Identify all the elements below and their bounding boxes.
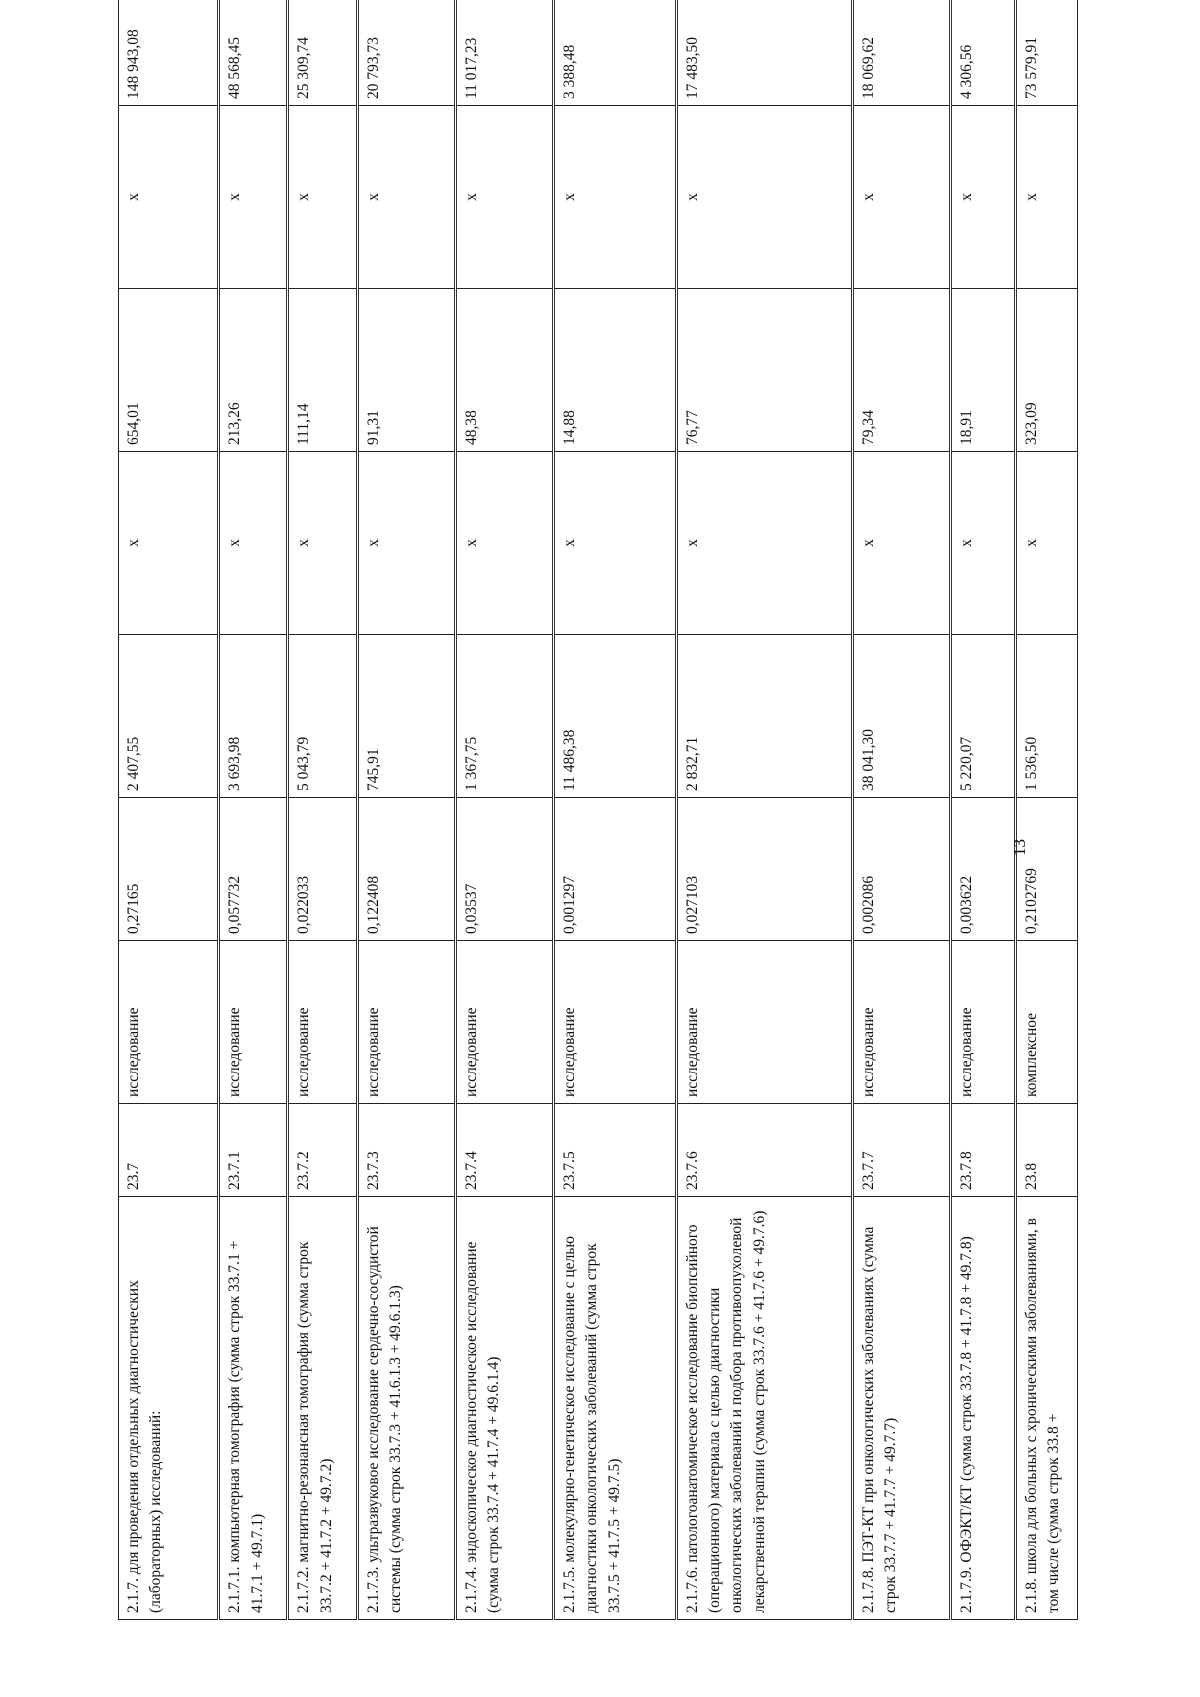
row-x2-cell: x [357, 106, 455, 289]
row-x2-cell: x [219, 106, 288, 289]
row-name-cell: 2.1.7.2. магнитно-резонансная томография (сумма строк 33.7.2 + 41.7.2 + 49.7.2) [288, 1197, 357, 1620]
row-x1-cell: x [852, 452, 950, 635]
row-unit-cell: исследование [119, 941, 219, 1104]
row-x1-cell: x [676, 452, 852, 635]
table-row [288, 0, 357, 1620]
row-total-cell: 73 579,91 [1015, 0, 1078, 106]
row-total-cell: 20 793,73 [357, 0, 455, 106]
row-total-cell: 3 388,48 [553, 0, 676, 106]
row-cost-cell: 1 367,75 [455, 635, 553, 798]
table-row [553, 0, 676, 1620]
table-row [950, 0, 1015, 1620]
row-total-cell: 11 017,23 [455, 0, 553, 106]
rotated-table-container [118, 0, 1078, 1620]
row-code-cell: 23.7.1 [219, 1104, 288, 1197]
row-norm-cell: 0,002086 [852, 798, 950, 941]
row-total-cell: 148 943,08 [119, 0, 219, 106]
row-x1-cell: x [288, 452, 357, 635]
row-cost-cell: 1 536,50 [1015, 635, 1078, 798]
row-per-capita-cell: 76,77 [676, 289, 852, 452]
row-total-cell: 17 483,50 [676, 0, 852, 106]
row-name-cell: 2.1.7.1. компьютерная томография (сумма строк 33.7.1 + 41.7.1 + 49.7.1) [219, 1197, 288, 1620]
row-cost-cell: 11 486,38 [553, 635, 676, 798]
row-cost-cell: 745,91 [357, 635, 455, 798]
row-code-cell: 23.7.8 [950, 1104, 1015, 1197]
row-code-cell: 23.7.6 [676, 1104, 852, 1197]
table-row [1015, 0, 1078, 1620]
row-x2-cell: x [852, 106, 950, 289]
row-unit-cell: исследование [676, 941, 852, 1104]
table-row [455, 0, 553, 1620]
row-code-cell: 23.7.3 [357, 1104, 455, 1197]
tariff-table [118, 0, 1078, 1620]
page-number: 13 [1010, 839, 1029, 856]
row-x2-cell: x [455, 106, 553, 289]
row-name-cell: 2.1.7.3. ультразвуковое исследование сердечно-сосудистой системы (сумма строк 33.7.3 + 41.6.1.3 + 49.6.1.3) [357, 1197, 455, 1620]
row-name-cell: 2.1.7.8. ПЭТ-КТ при онкологических заболеваниях (сумма строк 33.7.7 + 41.7.7 + 49.7.7) [852, 1197, 950, 1620]
row-name-cell: 2.1.7.5. молекулярно-генетическое исследование с целью диагностики онкологических заболеваний (сумма строк 33.7.5 + 41.7.5 + 49.7.5) [553, 1197, 676, 1620]
row-x2-cell: x [288, 106, 357, 289]
row-norm-cell: 0,003622 [950, 798, 1015, 941]
row-cost-cell: 5 220,07 [950, 635, 1015, 798]
row-x1-cell: x [1015, 452, 1078, 635]
row-norm-cell: 0,001297 [553, 798, 676, 941]
table-row [357, 0, 455, 1620]
row-x1-cell: x [950, 452, 1015, 635]
row-total-cell: 4 306,56 [950, 0, 1015, 106]
row-x1-cell: x [455, 452, 553, 635]
table-row [676, 0, 852, 1620]
row-unit-cell: комплексное [1015, 941, 1078, 1104]
table-row [119, 0, 219, 1620]
row-norm-cell: 0,057732 [219, 798, 288, 941]
row-x2-cell: x [553, 106, 676, 289]
row-unit-cell: исследование [852, 941, 950, 1104]
row-name-cell: 2.1.8. школа для больных с хроническими заболеваниями, в том числе (сумма строк 33.8 + [1015, 1197, 1078, 1620]
row-code-cell: 23.8 [1015, 1104, 1078, 1197]
row-per-capita-cell: 654,01 [119, 289, 219, 452]
row-norm-cell: 0,027103 [676, 798, 852, 941]
row-norm-cell: 0,122408 [357, 798, 455, 941]
row-x2-cell: x [676, 106, 852, 289]
row-unit-cell: исследование [219, 941, 288, 1104]
row-x2-cell: x [950, 106, 1015, 289]
row-norm-cell: 0,2102769 [1015, 798, 1078, 941]
row-name-cell: 2.1.7.4. эндоскопическое диагностическое исследование (сумма строк 33.7.4 + 41.7.4 + 49.6.1.4) [455, 1197, 553, 1620]
row-code-cell: 23.7 [119, 1104, 219, 1197]
row-cost-cell: 2 832,71 [676, 635, 852, 798]
row-per-capita-cell: 48,38 [455, 289, 553, 452]
row-total-cell: 25 309,74 [288, 0, 357, 106]
row-x2-cell: x [119, 106, 219, 289]
row-unit-cell: исследование [950, 941, 1015, 1104]
row-per-capita-cell: 14,88 [553, 289, 676, 452]
row-per-capita-cell: 79,34 [852, 289, 950, 452]
row-x1-cell: x [553, 452, 676, 635]
row-per-capita-cell: 91,31 [357, 289, 455, 452]
row-norm-cell: 0,27165 [119, 798, 219, 941]
row-code-cell: 23.7.4 [455, 1104, 553, 1197]
row-per-capita-cell: 213,26 [219, 289, 288, 452]
row-unit-cell: исследование [455, 941, 553, 1104]
row-cost-cell: 2 407,55 [119, 635, 219, 798]
row-cost-cell: 5 043,79 [288, 635, 357, 798]
row-cost-cell: 38 041,30 [852, 635, 950, 798]
row-code-cell: 23.7.5 [553, 1104, 676, 1197]
row-name-cell: 2.1.7. для проведения отдельных диагностических (лабораторных) исследований: [119, 1197, 219, 1620]
row-total-cell: 18 069,62 [852, 0, 950, 106]
row-x2-cell: x [1015, 106, 1078, 289]
row-x1-cell: x [119, 452, 219, 635]
row-x1-cell: x [357, 452, 455, 635]
row-unit-cell: исследование [288, 941, 357, 1104]
row-unit-cell: исследование [357, 941, 455, 1104]
row-cost-cell: 3 693,98 [219, 635, 288, 798]
table-row [219, 0, 288, 1620]
row-per-capita-cell: 323,09 [1015, 289, 1078, 452]
row-norm-cell: 0,022033 [288, 798, 357, 941]
row-name-cell: 2.1.7.9. ОФЭКТ/КТ (сумма строк 33.7.8 + 41.7.8 + 49.7.8) [950, 1197, 1015, 1620]
table-row [852, 0, 950, 1620]
row-norm-cell: 0,03537 [455, 798, 553, 941]
row-x1-cell: x [219, 452, 288, 635]
row-code-cell: 23.7.2 [288, 1104, 357, 1197]
row-per-capita-cell: 18,91 [950, 289, 1015, 452]
row-code-cell: 23.7.7 [852, 1104, 950, 1197]
row-per-capita-cell: 111,14 [288, 289, 357, 452]
row-total-cell: 48 568,45 [219, 0, 288, 106]
row-name-cell: 2.1.7.6. патологоанатомическое исследование биопсийного (операционного) материала с целью диагностики онкологических заболеваний и подбора противоопухолевой лекарственной терапии (сумма строк 33.7.6 + 41.7.6 + 49.7.6) [676, 1197, 852, 1620]
row-unit-cell: исследование [553, 941, 676, 1104]
